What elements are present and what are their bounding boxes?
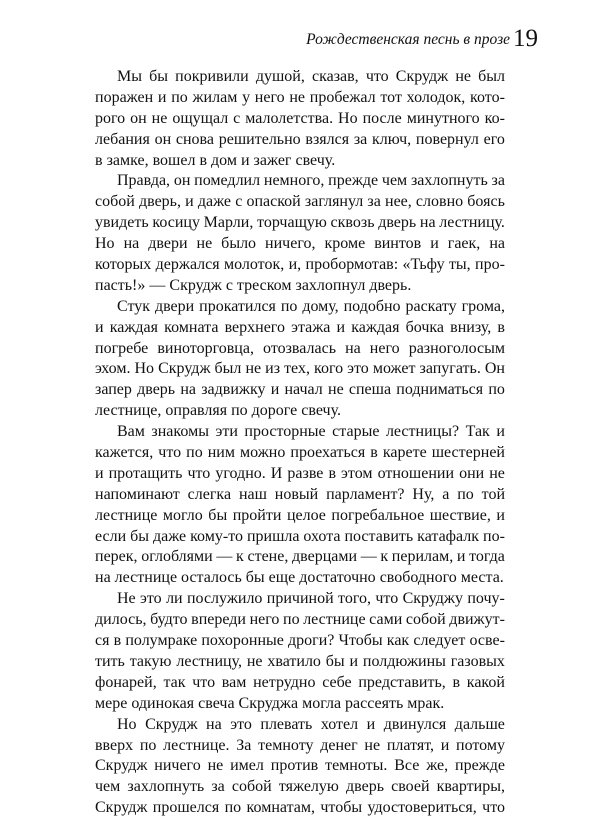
- text-line: которых держался молоток, и, пробормотав: «Тьфу ты, про-: [95, 256, 505, 274]
- text-line: Вам знакомы эти просторные старые лестницы? Так и: [117, 423, 505, 441]
- paragraph: [95, 297, 505, 422]
- text-line: погребе виноторговца, отозвалась на него разноголосым: [95, 339, 505, 357]
- text-line: Но Скрудж на это плевать хотел и двинулся дальше: [117, 715, 505, 733]
- text-line: в замке, вошел в дом и зажег свечу.: [95, 151, 336, 169]
- page-number: 19: [513, 25, 538, 52]
- text-line: Не это ли послужило причиной того, что Скруджу почу-: [117, 590, 505, 608]
- text-line: кажется, что по ним можно проехаться в карете шестерней: [95, 444, 505, 462]
- text-line: рого он не ощущал с малолетства. Но после минутного ко-: [95, 109, 505, 127]
- text-line: фонарей, так что вам нетрудно себе представить, в какой: [95, 673, 505, 691]
- text-line: Стук двери прокатился по дому, подобно раскату грома,: [117, 297, 505, 315]
- text-line: увидеть косицу Марли, торчащую сквозь дверь на лестницу.: [95, 214, 505, 232]
- text-line: Правда, он помедлил немного, прежде чем захлопнуть за: [117, 172, 505, 190]
- text-body: [95, 67, 505, 819]
- text-line: лестнице могло бы пройти целое погребальное шествие, и: [95, 506, 505, 524]
- paragraph: [95, 171, 505, 296]
- text-line: ся в полумраке похоронные дроги? Чтобы как следует осве-: [95, 632, 505, 650]
- text-line: на лестнице осталось бы еще достаточно свободного места.: [95, 569, 504, 587]
- text-line: Мы бы покривили душой, сказав, что Скрудж не был: [117, 68, 505, 85]
- text-line: напоминают слегка наш новый парламент? Ну, а по той: [95, 485, 505, 503]
- text-line: пасть!» — Скрудж с треском захлопнул дверь.: [95, 276, 412, 294]
- text-line: перек, оглоблями — к стене, дверцами — к перилам, и тогда: [95, 548, 505, 566]
- text-line: тить такую лестницу, не хватило бы и полдюжины газовых: [95, 652, 505, 670]
- text-line: и каждая комната верхнего этажа и каждая бочка внизу, в: [95, 318, 505, 336]
- text-line: Скрудж прошелся по комнатам, чтобы удостовериться, что: [95, 799, 505, 817]
- paragraph: [95, 715, 505, 819]
- running-title: Рождественская песнь в прозе: [306, 31, 510, 48]
- text-line: лебания он снова решительно взялся за ключ, повернул его: [95, 130, 505, 148]
- text-line: чем захлопнуть за собой тяжелую дверь своей квартиры,: [95, 778, 505, 796]
- text-line: мере одинокая свеча Скруджа могла рассеять мрак.: [95, 694, 445, 712]
- text-line: запер дверь на задвижку и начал не спеша подниматься по: [95, 381, 505, 399]
- text-line: эхом. Но Скрудж был не из тех, кого это может запугать. Он: [95, 360, 505, 378]
- text-line: поражен и по жилам у него не пробежал тот холодок, кото-: [95, 88, 505, 106]
- text-line: и протащить что угодно. И разве в этом отношении они не: [95, 464, 505, 482]
- paragraph: [95, 589, 505, 714]
- text-line: лестнице, оправляя по дороге свечу.: [95, 402, 341, 420]
- text-line: Скрудж ничего не имел против темноты. Все же, прежде: [95, 757, 505, 775]
- text-line: дилось, будто впереди него по лестнице сами собой движут-: [95, 611, 505, 629]
- text-line: Но на двери не было ничего, кроме винтов и гаек, на: [95, 235, 505, 253]
- paragraph: [95, 67, 505, 171]
- paragraph: [95, 422, 505, 589]
- text-line: если бы даже кому-то пришла охота поставить катафалк по-: [95, 527, 505, 545]
- text-line: собой дверь, и даже с опаской заглянул за нее, словно боясь: [95, 193, 505, 211]
- text-line: вверх по лестнице. За темноту денег не платят, и потому: [95, 736, 505, 754]
